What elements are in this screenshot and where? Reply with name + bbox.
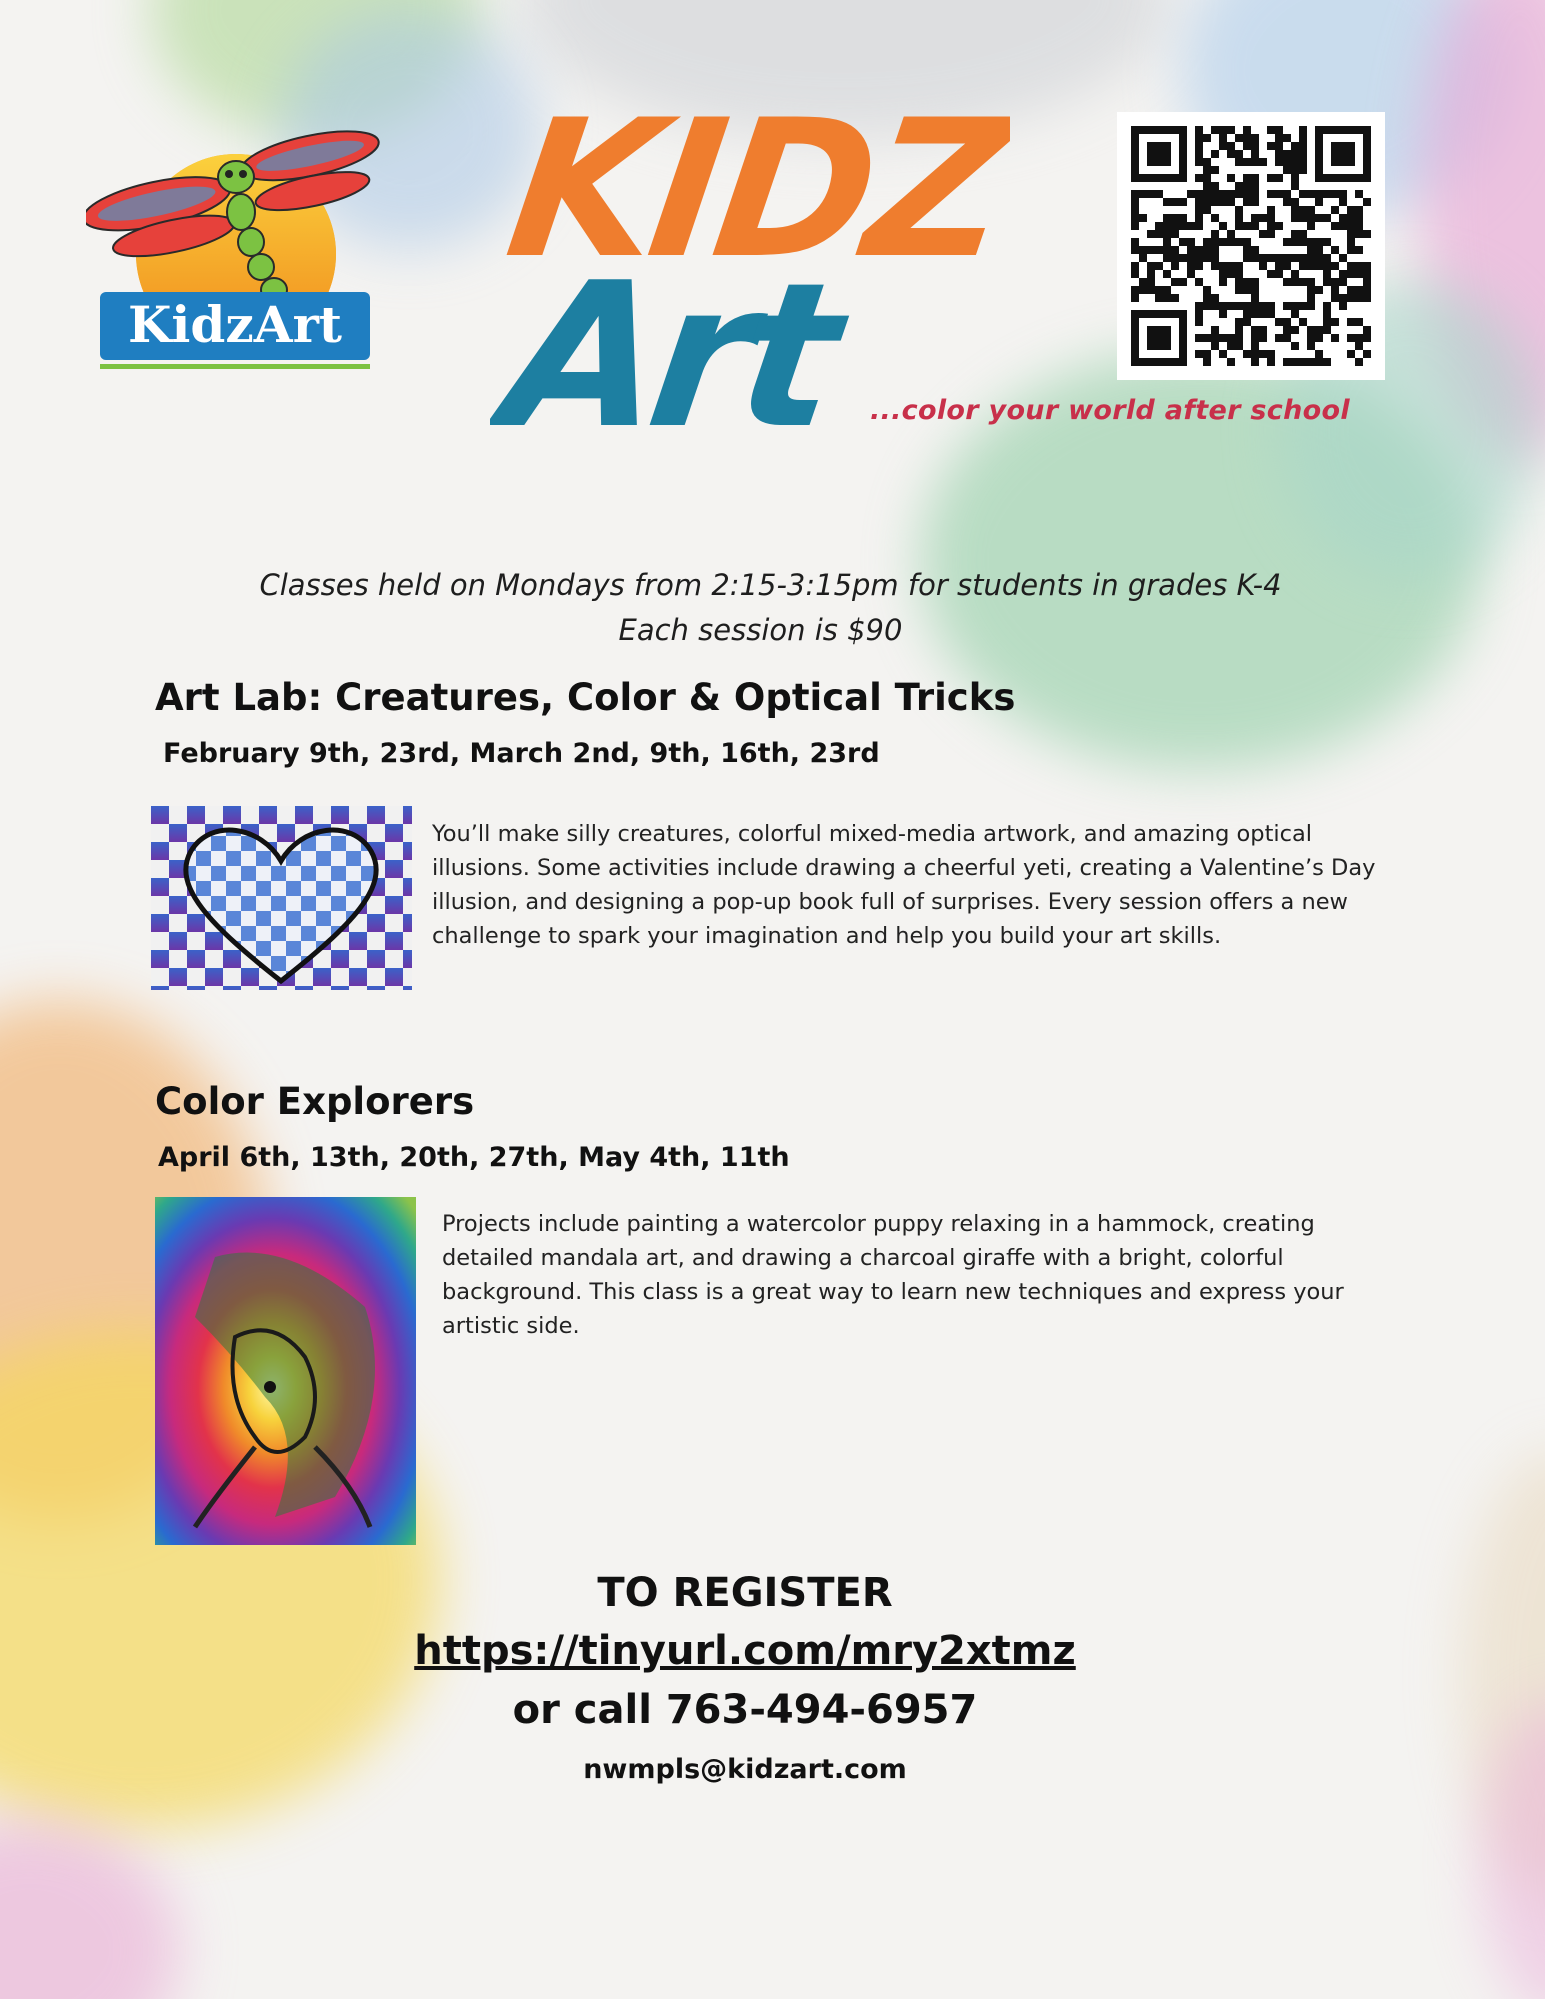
- title-art: Art: [491, 239, 844, 460]
- title-kidz: KIDZ: [496, 79, 1010, 301]
- class-2-dates: April 6th, 13th, 20th, 27th, May 4th, 11th: [158, 1142, 790, 1173]
- class-2-artwork: [155, 1197, 416, 1545]
- qr-code-icon: [1117, 112, 1385, 380]
- qr-code[interactable]: [1117, 112, 1385, 380]
- dragonfly-logo-icon: [86, 82, 386, 382]
- register-heading: TO REGISTER: [597, 1570, 893, 1616]
- price-text: Each session is $90: [618, 613, 903, 647]
- register-phone: or call 763-494-6957: [512, 1687, 978, 1733]
- schedule-text: Classes held on Mondays from 2:15-3:15pm for students in grades K-4: [259, 568, 1282, 602]
- kidzart-logo: [86, 82, 386, 382]
- class-2-description: Projects include painting a watercolor puppy relaxing in a hammock, creating detailed mandala art, and drawing a charcoal giraffe with a bright, colorful background. This class is a great way to learn new techniques and express your artistic side.: [442, 1211, 1344, 1339]
- register-link[interactable]: https://tinyurl.com/mry2xtmz: [414, 1628, 1076, 1674]
- class-1-title: Art Lab: Creatures, Color & Optical Tricks: [155, 676, 1016, 719]
- class-2-title: Color Explorers: [155, 1080, 475, 1123]
- class-1-dates: February 9th, 23rd, March 2nd, 9th, 16th, 23rd: [163, 738, 880, 769]
- register-email[interactable]: nwmpls@kidzart.com: [583, 1754, 907, 1785]
- class-1-artwork: [151, 806, 412, 990]
- class-1-description: You’ll make silly creatures, colorful mixed-media artwork, and amazing optical illusions. Some activities include drawing a cheerful yeti, creating a Valentine’s Day illusion, and designing a pop-up book full of surprises. Every session offers a new challenge to spark your imagination and help you build your art skills.: [432, 821, 1376, 949]
- logo-wordmark: KidzArt: [127, 295, 343, 354]
- tagline: ...color your world after school: [870, 395, 1350, 426]
